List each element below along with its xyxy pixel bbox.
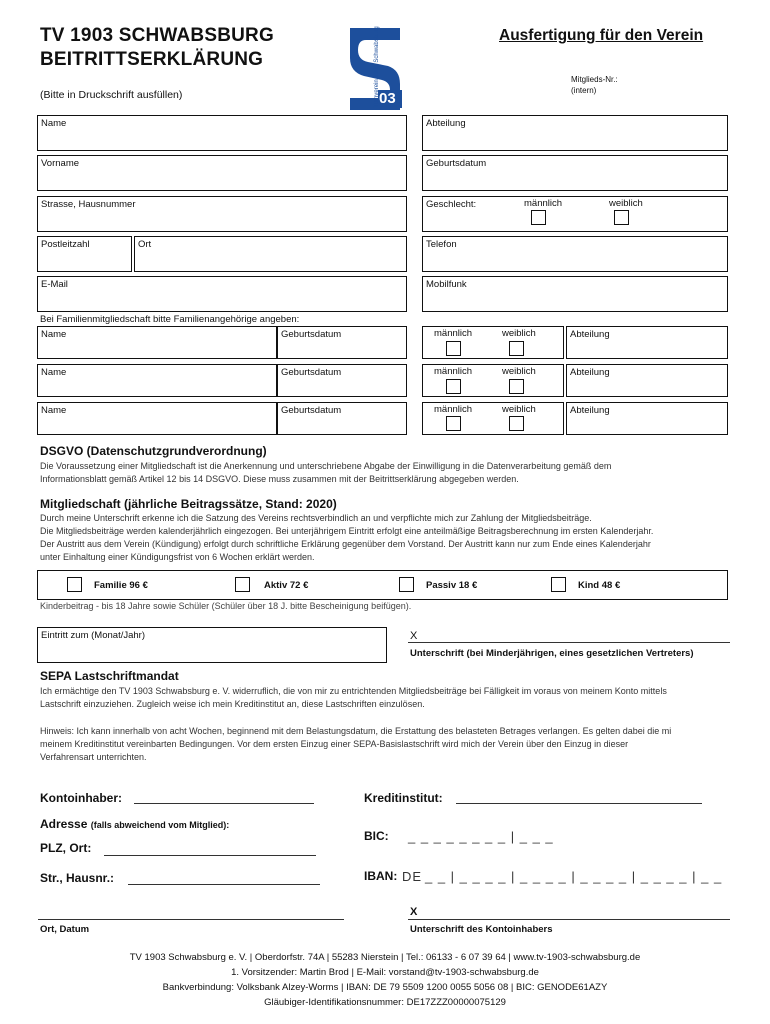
ort-datum-input[interactable] [38,919,344,920]
adresse-text: Adresse [40,817,88,831]
family-abteilung-label: Abteilung [570,405,610,416]
telefon-field[interactable] [422,236,728,272]
dsgvo-text [40,460,740,486]
member-number-label [571,74,618,96]
bic-label: BIC: [364,829,389,843]
sepa-line-1: Ich ermächtige den TV 1903 Schwabsburg e. V. widerruflich, die von mir zu entrichtenden Mitgliedsbeiträge bei Fälligkeit im voraus von meinem Konto mittels [40,686,667,696]
family-name-field-1[interactable] [37,326,277,359]
adresse-note: (falls abweichend vom Mitglied): [90,820,230,830]
str-hausnr-label: Str., Hausnr.: [40,871,115,885]
family-birth-label: Geburtsdatum [281,367,342,378]
strasse-field[interactable] [37,196,407,232]
abteilung-label: Abteilung [426,118,466,129]
kontoinhaber-label: Kontoinhaber: [40,791,122,805]
option-kind-checkbox[interactable] [551,577,566,592]
member-number-text: Mitglieds-Nr.: [571,75,618,84]
family-male-label: männlich [434,328,473,339]
family-birth-field-2[interactable] [277,364,407,397]
option-kind-label: Kind 48 € [578,580,621,591]
name-label: Name [41,118,67,129]
geburtsdatum-label: Geburtsdatum [426,158,487,169]
mobilfunk-field[interactable] [422,276,728,312]
sepa-hint-line-1: Hinweis: Ich kann innerhalb von acht Wochen, beginnend mit dem Belastungsdatum, die Erstattung des belasteten Betrages verlangen. Es gelten dabei die mi [40,726,672,736]
option-familie-label: Familie 96 € [94,580,148,591]
abteilung-field[interactable] [422,115,728,151]
footer-address: TV 1903 Schwabsburg e. V. | Oberdorfstr. 74A | 55283 Nierstein | Tel.: 06133 - 6 07 39 64 | www.tv-1903-schwabsburg.de [129,952,641,963]
entry-date-label: Eintritt zum (Monat/Jahr) [41,630,145,641]
form-name: BEITRITTSERKLÄRUNG [40,49,264,70]
gender-male-checkbox[interactable] [531,210,546,225]
form-title [40,24,274,72]
bic-input[interactable]: _ _ _ _ _ _ _ _ | _ _ _ [408,829,554,844]
signature-x: X [410,630,418,642]
family-male-checkbox-3[interactable] [446,416,461,431]
family-female-checkbox-3[interactable] [509,416,524,431]
vorname-label: Vorname [41,158,80,169]
plz-label: Postleitzahl [41,239,90,250]
membership-line-2: Die Mitgliedsbeiträge werden kalenderjährlich eingezogen. Bei unterjährigem Eintritt erfolgt eine anteilmäßige Beitragsberechnung im ersten Kalenderjahr. [40,526,654,536]
footer [0,950,770,1010]
signature-label: Unterschrift (bei Minderjährigen, eines gesetzlichen Vertreters) [410,648,694,659]
membership-text [40,512,740,564]
ort-label: Ort [138,239,152,250]
footer-chairman: 1. Vorsitzender: Martin Brod | E-Mail: vorstand@tv-1903-schwabsburg.de [231,967,539,978]
family-male-checkbox-2[interactable] [446,379,461,394]
plz-ort-input[interactable] [104,855,316,856]
mobilfunk-label: Mobilfunk [426,279,467,290]
family-birth-label: Geburtsdatum [281,405,342,416]
geschlecht-label: Geschlecht: [426,199,477,210]
club-name: TV 1903 SCHWABSBURG [40,25,274,46]
email-label: E-Mail [41,279,68,290]
kid-note: Kinderbeitrag - bis 18 Jahre sowie Schüler (Schüler über 18 J. bitte Bescheinigung beifügen). [40,601,412,611]
family-male-label: männlich [434,404,473,415]
vorname-field[interactable] [37,155,407,191]
geburtsdatum-field[interactable] [422,155,728,191]
kreditinstitut-label: Kreditinstitut: [364,791,443,805]
family-name-label: Name [41,367,67,378]
sepa-hint-line-2: meinem Kreditinstitut vereinbarten Bedingungen. Vor dem ersten Einzug einer SEPA-Basislastschrift wird mich der Verein über den Einzug in dieser [40,739,629,749]
family-abteilung-label: Abteilung [570,329,610,340]
strasse-label: Strasse, Hausnummer [41,199,136,210]
postleitzahl-field[interactable] [37,236,132,272]
footer-bank: Bankverbindung: Volksbank Alzey-Worms | IBAN: DE 79 5509 1200 0055 5056 08 | BIC: GENODE61AZY [162,982,608,993]
iban-prefix: DE [402,869,423,884]
gender-female-checkbox[interactable] [614,210,629,225]
entry-date-field[interactable] [37,627,387,663]
dsgvo-heading: DSGVO (Datenschutzgrundverordnung) [40,444,267,458]
family-birth-field-3[interactable] [277,402,407,435]
plz-ort-label: PLZ, Ort: [40,841,92,855]
telefon-label: Telefon [426,239,457,250]
membership-line-4: unter Einhaltung einer Kündigungsfrist von 6 Wochen erklärt werden. [40,552,315,562]
family-name-field-2[interactable] [37,364,277,397]
str-hausnr-input[interactable] [128,884,320,885]
instruction-note: (Bitte in Druckschrift ausfüllen) [40,89,183,101]
family-abteilung-label: Abteilung [570,367,610,378]
footer-creditor-id: Gläubiger-Identifikationsnummer: DE17ZZZ00000075129 [264,997,506,1008]
family-female-label: weiblich [502,404,536,415]
family-birth-label: Geburtsdatum [281,329,342,340]
sepa-text [40,685,740,711]
option-passiv-checkbox[interactable] [399,577,414,592]
sepa-hint-line-3: Verfahrensart unterrichten. [40,752,147,762]
name-field[interactable] [37,115,407,151]
holder-signature-x: X [410,906,418,918]
geschlecht-field [422,196,728,232]
family-name-label: Name [41,405,67,416]
option-aktiv-checkbox[interactable] [235,577,250,592]
family-abteilung-field-2[interactable] [566,364,728,397]
sepa-hint [40,725,740,764]
family-name-field-3[interactable] [37,402,277,435]
family-female-checkbox-1[interactable] [509,341,524,356]
email-field[interactable] [37,276,407,312]
holder-signature-line[interactable] [408,919,730,920]
family-intro: Bei Familienmitgliedschaft bitte Familienangehörige angeben: [40,314,300,325]
sepa-heading: SEPA Lastschriftmandat [40,669,179,683]
dsgvo-line-2: Informationsblatt gemäß Artikel 12 bis 14 DSGVO. Diese muss zusammen mit der Beitrittserklärung abgegeben werden. [40,474,519,484]
logo-number: 03 [379,90,396,107]
kontoinhaber-input[interactable] [134,803,314,804]
family-male-checkbox-1[interactable] [446,341,461,356]
dsgvo-line-1: Die Voraussetzung einer Mitgliedschaft ist die Anerkennung und unterschriebene Abgabe der Einwilligung in die Datenverarbeitung gemäß dem [40,461,612,471]
club-logo [348,24,418,114]
gender-male-label: männlich [524,198,563,209]
family-name-label: Name [41,329,67,340]
family-male-label: männlich [434,366,473,377]
ort-field[interactable] [134,236,407,272]
membership-line-1: Durch meine Unterschrift erkenne ich die Satzung des Vereins rechtsverbindlich an und verpflichte mich zur Zahlung der Mitgliedsbeiträge. [40,513,592,523]
family-abteilung-field-3[interactable] [566,402,728,435]
gender-female-label: weiblich [609,198,643,209]
adresse-label [40,817,229,831]
membership-line-3: Der Austritt aus dem Verein (Kündigung) erfolgt durch schriftliche Erklärung gegenüber dem Vorstand. Der Austritt kann nur zum Ende eines Kalenderjahr [40,539,651,549]
option-aktiv-label: Aktiv 72 € [264,580,309,591]
iban-input[interactable]: _ _ | _ _ _ _ | _ _ _ _ | _ _ _ _ | _ _ _ _ | _ _ [425,869,723,884]
family-female-label: weiblich [502,328,536,339]
sepa-line-2: Lastschrift einzuziehen. Zugleich weise ich mein Kreditinstitut an, diese Lastschriften einzulösen. [40,699,425,709]
family-female-label: weiblich [502,366,536,377]
member-number-sub: (intern) [571,86,597,95]
ort-datum-label: Ort, Datum [40,924,90,935]
iban-label: IBAN: [364,869,398,883]
family-birth-field-1[interactable] [277,326,407,359]
option-familie-checkbox[interactable] [67,577,82,592]
signature-line[interactable] [408,642,730,643]
option-passiv-label: Passiv 18 € [426,580,478,591]
logo-vertical-text: Turnverein 1903 Schwabsburg [374,26,380,108]
family-abteilung-field-1[interactable] [566,326,728,359]
holder-signature-label: Unterschrift des Kontoinhabers [410,924,553,935]
kreditinstitut-input[interactable] [456,803,702,804]
family-female-checkbox-2[interactable] [509,379,524,394]
membership-heading: Mitgliedschaft (jährliche Beitragssätze, Stand: 2020) [40,497,337,511]
copy-label: Ausfertigung für den Verein [499,27,704,44]
